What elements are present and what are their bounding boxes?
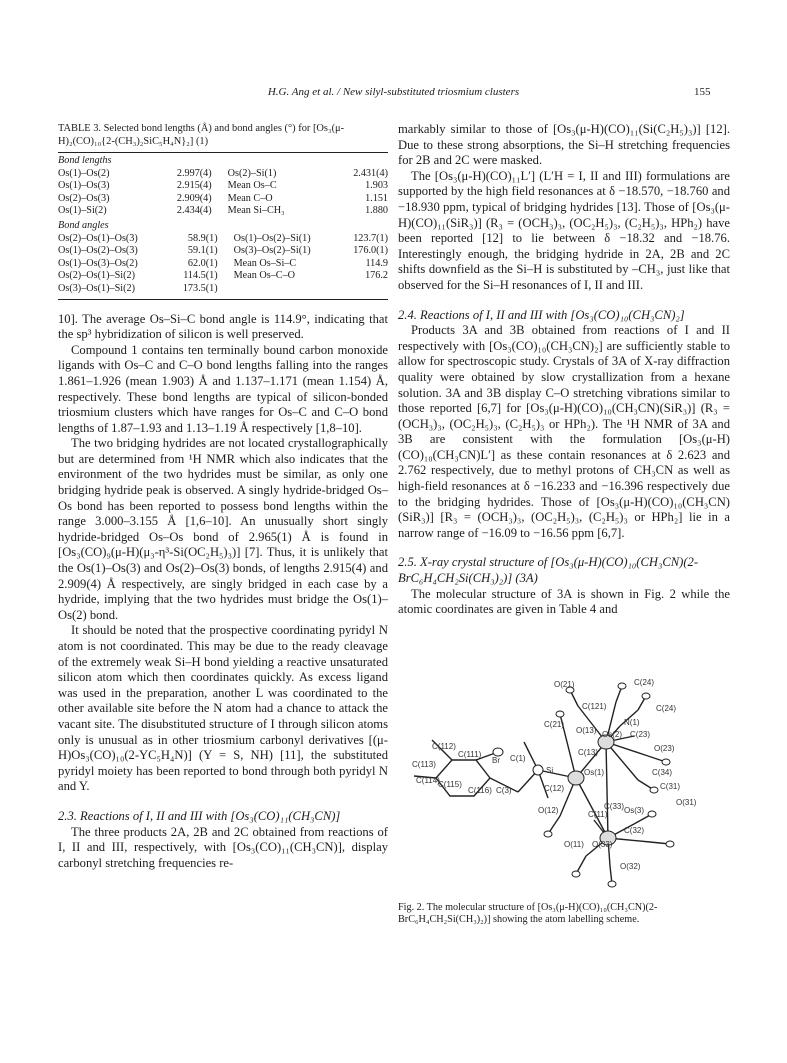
table3-cell: 2.915(4): [176, 180, 212, 192]
table3-cell: Os(1)–Os(2)–Os(3): [58, 245, 138, 257]
table3-row: [58, 270, 388, 283]
paragraph: It should be noted that the prospective coordinating pyridyl N atom is not coordinated. This may be due to the ready cleavage of the extremely weak Si–H bond yielding a reactive unsaturated silicon atom which then coordinates quickly. As excess ligand was used in the preparation, another L was coordinated to the other available site before the N atom had a chance to attack the vacant site. The disubstituted structure of I through silicon atoms only is unusual as in other triosmium carbonyl derivatives [(μ-H)Os₃(CO)₁₀(2-YC₅H₄N)] (Y = S, NH) [11], the substituted pyridyl moiety has been reported to bond through both pyridyl N and Y.: [58, 623, 388, 794]
table3-cell: 2.997(4): [176, 167, 212, 179]
table3-cell: Os(1)–Si(2): [58, 205, 107, 217]
section-heading-2-5: 2.5. X-ray crystal structure of [Os₃(μ-H)(CO)₁₀(CH₃CN)(2-BrC₆H₄CH₂Si(CH₃)₂)] (3A): [398, 555, 699, 586]
section-heading-2-4: 2.4. Reactions of I, II and III with [Os₃(CO)₁₀(CH₃CN)₂]: [398, 307, 685, 322]
table3-angles-title: Bond angles: [58, 219, 109, 231]
atom-label: C(3): [496, 785, 512, 795]
atom-label: C(12): [544, 783, 565, 793]
atom-label: C(33): [604, 801, 625, 811]
section-heading-2-3: 2.3. Reactions of I, II and III with [Os₃(CO)₁₁(CH₃CN)]: [58, 808, 341, 823]
atom-label: C(114): [416, 775, 440, 785]
atom-label: O(11): [564, 839, 584, 849]
table3-cell: 1.151: [365, 192, 388, 204]
table3-cell: Mean Os–Si–C: [233, 257, 297, 269]
table3-row: [58, 168, 388, 181]
table3-row: [58, 283, 388, 296]
atom-label: C(11): [588, 809, 608, 819]
table3-cell: 2.431(4): [353, 167, 388, 179]
atom-label: Si: [546, 765, 554, 775]
molecule-drawing: [398, 630, 730, 900]
table3-cell: Mean C–O: [227, 192, 273, 204]
table3-cell: Mean Si–CH₃: [227, 205, 285, 217]
table3-cell: Os(2)–Os(3): [58, 192, 110, 204]
table3-lengths-title: Bond lengths: [58, 155, 112, 166]
atom-label: C(34): [652, 767, 673, 777]
table3-cell: Os(1)–Os(3)–Os(2): [58, 257, 138, 269]
atom-label: C(112): [432, 741, 456, 751]
atom-label: C(113): [412, 759, 436, 769]
atom-label: Os(2): [602, 729, 622, 739]
table3-cell: 176.2: [365, 270, 388, 282]
atom-label: O(13): [576, 725, 597, 735]
table3-cell: Os(2)–Os(1)–Os(3): [58, 232, 138, 244]
running-header: [0, 86, 787, 102]
left-column: [58, 122, 388, 871]
atom-label: C(32): [624, 825, 645, 835]
page-number: 155: [694, 86, 711, 98]
table3-cell: Mean Os–C: [227, 180, 277, 192]
paragraph: Products 3A and 3B obtained from reactions of I and II respectively with [Os₃(CO)₁₀(CH₃CN)₂] are sufficiently stable to allow for spectroscopic study. Crystals of 3A of X-ray diffraction quality were obtained by slow crystallization from a hexane solution. 3A and 3B display C–O stretching vibrations similar to those reported [6,7] for [Os₃(μ-H)(CO)₁₀(CH₃CN)(SiR₃)] (R₃ = (OCH₃)₃, (OC₂H₅)₃, (C₂H₅)₃ or HPh₂). The ¹H NMR of 3A and 3B are consistent with the formulation [Os₃(μ-H)(CO)₁₀(CH₃CN)L′] as these contain resonances at δ 2.623 and 2.762 respectively, due to methyl protons of CH₃CN as well as high-field resonances at δ −16.233 and −16.396 respectively due to the bridging hydrides. Those of [Os₃(μ-H)(CO)₁₀(CH₃CN)(SiR₃)] [R₃ = (OCH₃)₃, (OC₂H₅)₃, (C₂H₅)₃ or HPh₂] lie in a narrow range of −16.09 to −16.56 ppm [6,7].: [398, 323, 730, 540]
paragraph: The molecular structure of 3A is shown in Fig. 2 while the atomic coordinates are given in Table 4 and: [398, 586, 730, 617]
atom-label: C(23): [630, 729, 651, 739]
table3-cell: Os(3)–Os(2)–Si(1): [233, 245, 311, 257]
table3-cell: Os(1)–Os(2)–Si(1): [233, 232, 311, 244]
table3-row: [58, 258, 388, 271]
atom-label: C(21): [544, 719, 565, 729]
paragraph: The [Os₃(μ-H)(CO)₁₁L′] (L′H = I, II and III) formulations are supported by the high field resonances at δ −18.570, −18.760 and −18.930 ppm, typical of bridging hydrides [13]. Those of [Os₃(μ-H)(CO)₁₁(SiR₃)] (R₃ = (OCH₃)₃, (OC₂H₅)₃, (C₂H₅)₃, HPh₂) have been reported [12] to lie between δ −18.32 and −18.76. Interestingly enough, the bridging hydride in 2A, 2B and 2C shifts downfield as the Si–H is substituted by –CH₃, just like that observed for the Si–H resonances of I, II and III.: [398, 168, 730, 292]
table3: [58, 152, 388, 300]
table3-cell: 2.909(4): [176, 192, 212, 204]
paragraph: The three products 2A, 2B and 2C obtained from reactions of I, II and III, respectively, with [Os₃(CO)₁₁(CH₃CN)], display carbonyl stretching frequencies re-: [58, 824, 388, 870]
table3-cell: 173.5(1): [182, 282, 218, 294]
table3-cell: 114.5(1): [183, 270, 218, 282]
atom-label: O(23): [654, 743, 675, 753]
table3-lengths: [58, 168, 388, 218]
table3-cell: 2.434(4): [176, 205, 212, 217]
table3-cell: Os(2)–Os(1)–Si(2): [58, 270, 135, 282]
atom-label: C(115): [438, 779, 462, 789]
table3-cell: 59.1(1): [187, 245, 218, 257]
table3-row: [58, 193, 388, 206]
atom-label: O(31): [676, 797, 697, 807]
atom-label: C(111): [458, 749, 482, 759]
table3-cell: Mean Os–C–O: [233, 270, 296, 282]
table3-cell: Os(3)–Os(1)–Si(2): [58, 282, 135, 294]
table3-cell: 1.903: [365, 180, 388, 192]
table3-cell: [341, 283, 388, 296]
table3-row: [58, 205, 388, 218]
atom-label: Br: [492, 755, 500, 765]
atom-label: C(116): [468, 785, 492, 795]
atom-label: O(21): [554, 679, 575, 689]
paragraph: The two bridging hydrides are not located crystallographically but are determined from ¹H NMR which also indicates that the environment of the two hydrides must be similar, as only one bridging hydride peak is observed. A singly hydride-bridged Os–Os bond has been reported to possess bond lengths within the range 3.000–3.155 Å [1,6–10]. An unusually short singly hydride-bridged Os–Os bond of 2.965(1) Å is found in [Os₃(CO)₉(μ-H)(μ₃-η³-Si(OC₂H₅)₃)] [7]. Thus, it is unlikely that the Os(1)–Os(3) and Os(2)–Os(3) bonds, of lengths 2.915(4) and 2.909(4) Å respectively, are singly bridged in each case by a hydride, implying that the two hydrides must bridge the Os(1)–Os(2) bond.: [58, 436, 388, 622]
table3-row: [58, 245, 388, 258]
atom-label: C(24): [634, 677, 655, 687]
atom-label: N(1): [624, 717, 640, 727]
table3-cell: [228, 283, 341, 296]
table3-row: [58, 180, 388, 193]
table3-cell: Os(2)–Si(1): [227, 167, 277, 179]
table3-row: [58, 233, 388, 246]
atom-label: Os(3): [624, 805, 644, 815]
atom-label: C(1): [510, 753, 526, 763]
atom-label: C(31): [660, 781, 681, 791]
atom-label: O(12): [538, 805, 559, 815]
figure-2-caption: Fig. 2. The molecular structure of [Os₃(μ-H)(CO)₁₀(CH₃CN)(2-BrC₆H₄CH₂Si(CH₃)₂)] showing the atom labelling scheme.: [398, 901, 658, 926]
table3-angles: [58, 233, 388, 296]
paragraph: 10]. The average Os–Si–C bond angle is 114.9°, indicating that the sp³ hybridization of silicon is well preserved.: [58, 311, 388, 342]
atom-label: Os(1): [584, 767, 604, 777]
running-title: H.G. Ang et al. / New silyl-substituted triosmium clusters: [267, 86, 520, 98]
figure-2-molecular-structure: [398, 630, 730, 900]
table3-cell: 114.9: [365, 257, 388, 269]
table3-cell: 58.9(1): [187, 232, 218, 244]
atom-label: C(121): [582, 701, 607, 711]
table3-cell: Os(1)–Os(2): [58, 167, 110, 179]
table3-cell: Os(1)–Os(3): [58, 180, 110, 192]
table3-cell: 123.7(1): [353, 232, 388, 244]
table3-cell: 1.880: [365, 205, 388, 217]
left-body: [58, 312, 388, 872]
table3-caption: TABLE 3. Selected bond lengths (Å) and bond angles (°) for [Os₃(μ-H)₂(CO)₁₀{2-(CH₃)₂SiC₅H₄N}₂] (1): [58, 123, 345, 147]
paragraph: Compound 1 contains ten terminally bound carbon monoxide ligands with Os–C and C–O bond lengths falling into the ranges 1.861–1.926 (mean 1.903) Å and 1.137–1.171 (mean 1.154) Å, respectively. These bond lengths are typical of silicon-bonded triosmium clusters which have ranges for Os–C and C–O bond lengths of 1.87–1.93 and 1.13–1.19 Å respectively [1,8–10].: [58, 342, 388, 435]
atom-label: C(13): [578, 747, 599, 757]
atom-label: O(33): [592, 839, 613, 849]
table3-cell: 176.0(1): [353, 245, 388, 257]
paragraph: markably similar to those of [Os₃(μ-H)(CO)₁₁(Si(C₂H₅)₃)] [12]. Due to these strong absorptions, the Si–H stretching frequencies for 2B and 2C were masked.: [398, 122, 730, 168]
atom-label: C(24): [656, 703, 677, 713]
right-column: [398, 122, 730, 927]
table3-cell: 62.0(1): [187, 257, 218, 269]
atom-label: O(32): [620, 861, 641, 871]
